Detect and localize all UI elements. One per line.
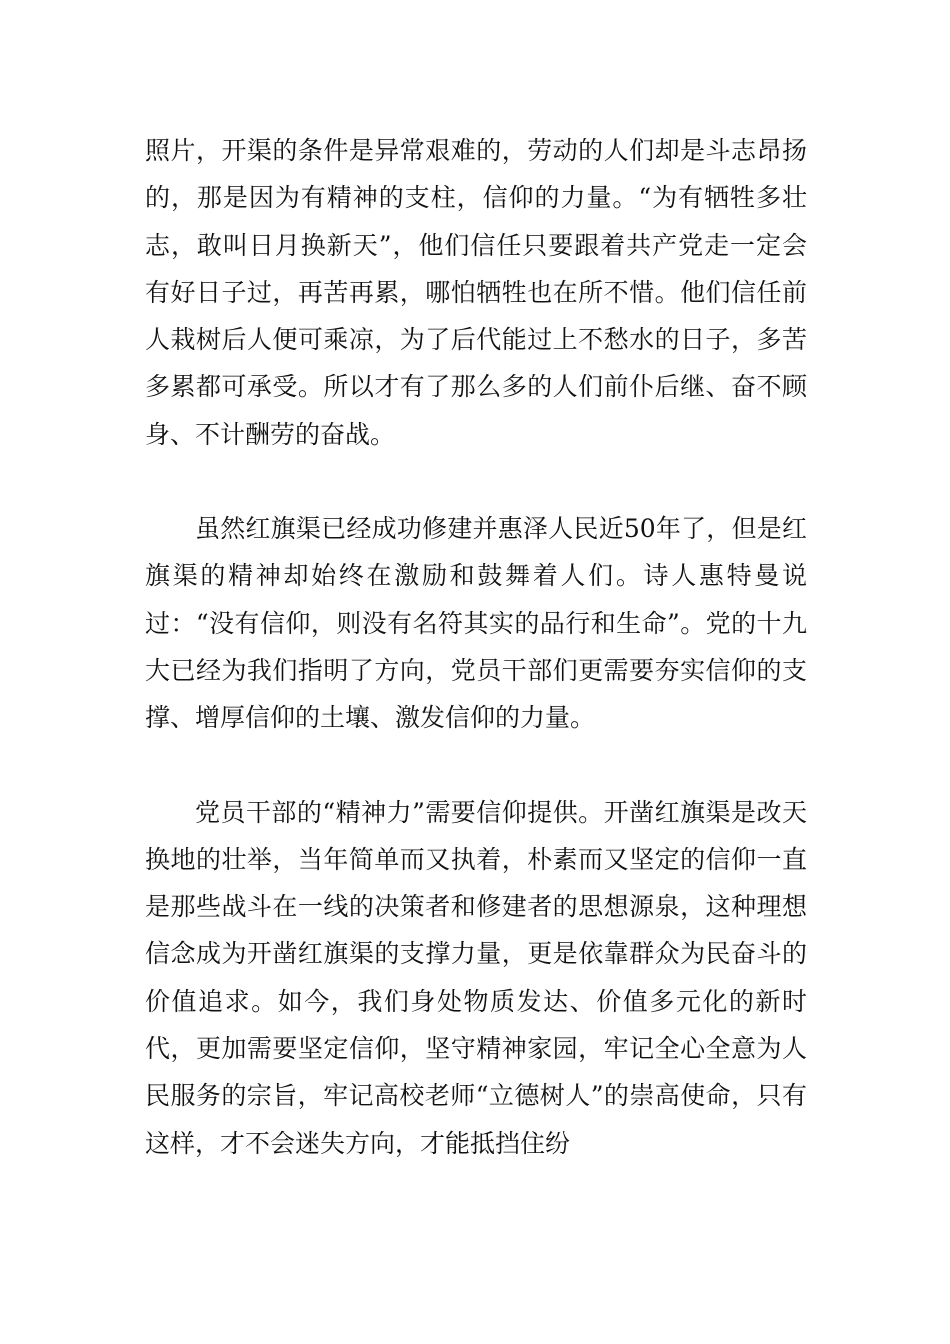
document-body xyxy=(145,127,807,1167)
paragraph-spiritual-power: 党员干部的“精神力”需要信仰提供。开凿红旗渠是改天换地的壮举，当年简单而又执着，朴素而又坚定的信仰一直是那些战斗在一线的决策者和修建者的思想源泉，这种理想信念成为开凿红旗渠的支撑力量，更是依靠群众为民奋斗的价值追求。如今，我们身处物质发达、价值多元化的新时代，更加需要坚定信仰，坚守精神家园，牢记全心全意为人民服务的宗旨，牢记高校老师“立德树人”的崇高使命，只有这样，才不会迷失方向，才能抵挡住纷 xyxy=(145,797,807,1158)
paragraph-red-flag-canal-spirit: 虽然红旗渠已经成功修建并惠泽人民近50年了，但是红旗渠的精神却始终在激励和鼓舞着人们。诗人惠特曼说过：“没有信仰，则没有名符其实的品行和生命”。党的十九大已经为我们指明了方向，党员干部们更需要夯实信仰的支撑、增厚信仰的土壤、激发信仰的力量。 xyxy=(145,514,807,733)
paragraph-spacer xyxy=(145,458,807,505)
paragraph-spacer xyxy=(145,742,807,789)
paragraph-continuation: 照片，开渠的条件是异常艰难的，劳动的人们却是斗志昂扬的，那是因为有精神的支柱，信仰的力量。“为有牺牲多壮志，敢叫日月换新天”，他们信任只要跟着共产党走一定会有好日子过，再苦再累，哪怕牺牲也在所不惜。他们信任前人栽树后人便可乘凉，为了后代能过上不愁水的日子，多苦多累都可承受。所以才有了那么多的人们前仆后继、奋不顾身、不计酬劳的奋战。 xyxy=(145,136,807,449)
